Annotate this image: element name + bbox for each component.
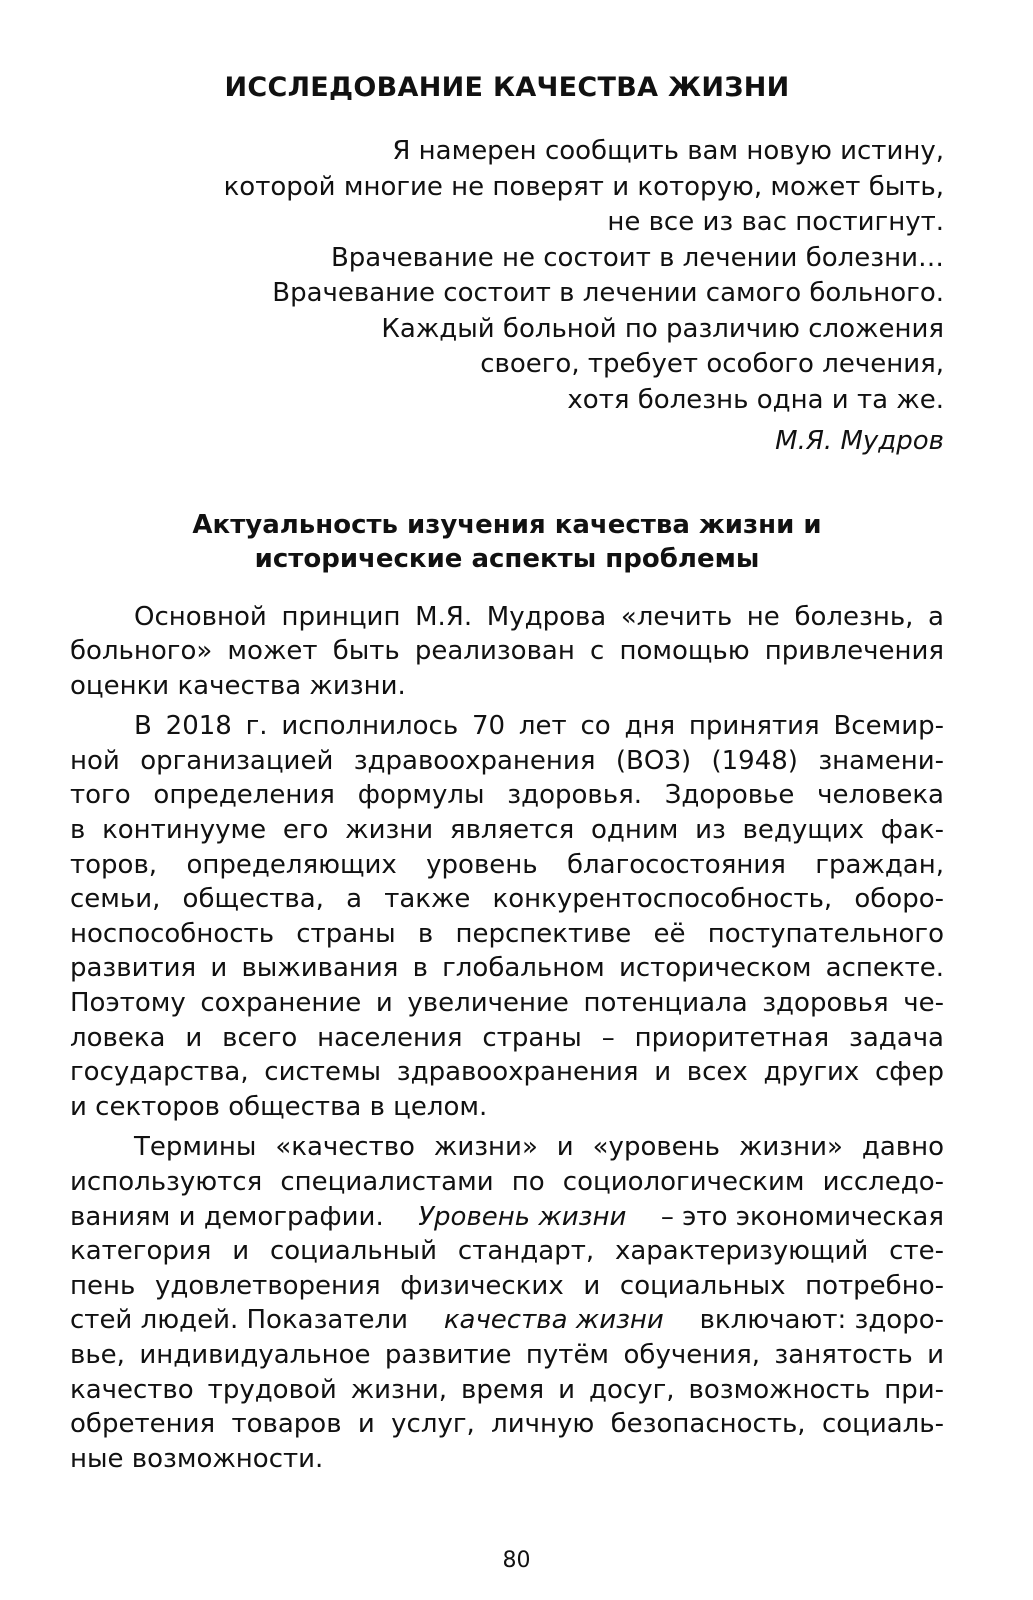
text-line: пень удовлетворения физических и социальных потребно-: [70, 1270, 944, 1301]
text-fragment: ваниям и демографии.: [70, 1201, 384, 1232]
text-fragment: – это экономическая: [660, 1201, 944, 1232]
epigraph-line: не все из вас постигнут.: [607, 207, 944, 237]
paragraph: [70, 709, 944, 1124]
text-line: Поэтому сохранение и увеличение потенциала здоровья че-: [70, 988, 944, 1019]
chapter-title: ИССЛЕДОВАНИЕ КАЧЕСТВА ЖИЗНИ: [224, 72, 790, 103]
epigraph-line: своего, требует особого лечения,: [480, 349, 944, 379]
paragraph: [70, 1130, 944, 1476]
text-line: обретения товаров и услуг, личную безопасность, социаль-: [70, 1409, 944, 1440]
epigraph-author: М.Я. Мудров: [775, 426, 944, 456]
text-line: ловека и всего населения страны – приоритетная задача: [70, 1022, 944, 1053]
section-title-line: исторические аспекты проблемы: [254, 543, 760, 574]
emphasis-term: качества жизни: [443, 1305, 664, 1336]
text-line: ной организацией здравоохранения (ВОЗ) (1948) знамени-: [70, 745, 944, 776]
text-fragment: включают: здоро-: [699, 1305, 944, 1336]
text-line: вье, индивидуальное развитие путём обучения, занятость и: [70, 1339, 944, 1370]
text-line: Основной принцип М.Я. Мудрова «лечить не болезнь, а: [134, 601, 944, 632]
paragraph: [70, 600, 944, 704]
epigraph-line: которой многие не поверят и которую, может быть,: [223, 171, 944, 202]
epigraph-line: Каждый больной по различию сложения: [381, 313, 944, 344]
section-title: [70, 508, 944, 576]
section-title-line: Актуальность изучения качества жизни и: [192, 509, 822, 540]
text-line: того определения формулы здоровья. Здоровье человека: [70, 780, 944, 811]
page-number: 80: [502, 1548, 531, 1573]
text-line: категория и социальный стандарт, характеризующий сте-: [70, 1236, 944, 1267]
epigraph-line: Врачевание состоит в лечении самого больного.: [272, 278, 944, 308]
text-line: и секторов общества в целом.: [70, 1091, 488, 1122]
text-line: В 2018 г. исполнилось 70 лет со дня принятия Всемир-: [134, 711, 944, 742]
epigraph-line: хотя болезнь одна и та же.: [567, 384, 944, 415]
text-line: в континууме его жизни является одним из ведущих фак-: [70, 815, 944, 846]
text-line: оценки качества жизни.: [70, 670, 406, 701]
text-fragment: стей людей. Показатели: [70, 1305, 409, 1336]
text-line: качество трудовой жизни, время и досуг, возможность при-: [70, 1374, 944, 1405]
text-line: Термины «качество жизни» и «уровень жизни» давно: [134, 1132, 944, 1163]
epigraph-line: Врачевание не состоит в лечении болезни…: [330, 242, 944, 273]
text-line: больного» может быть реализован с помощью привлечения: [70, 636, 944, 667]
body-text: [70, 600, 944, 1477]
text-line: семьи, общества, а также конкурентоспособность, оборо-: [70, 884, 944, 915]
epigraph-line: Я намерен сообщить вам новую истину,: [392, 136, 944, 166]
text-line: развития и выживания в глобальном историческом аспекте.: [70, 953, 944, 984]
text-line: носпособность страны в перспективе её поступательного: [70, 918, 944, 949]
text-line: используются специалистами по социологическим исследо-: [70, 1167, 944, 1197]
text-line: ные возможности.: [70, 1443, 324, 1474]
text-line: государства, системы здравоохранения и всех других сфер: [70, 1057, 944, 1088]
page-content: [70, 70, 944, 1476]
text-line: [70, 1303, 944, 1338]
text-line: [70, 1200, 944, 1235]
text-line: торов, определяющих уровень благосостояния граждан,: [70, 849, 944, 880]
epigraph: [70, 134, 944, 460]
emphasis-term: Уровень жизни: [418, 1201, 627, 1232]
